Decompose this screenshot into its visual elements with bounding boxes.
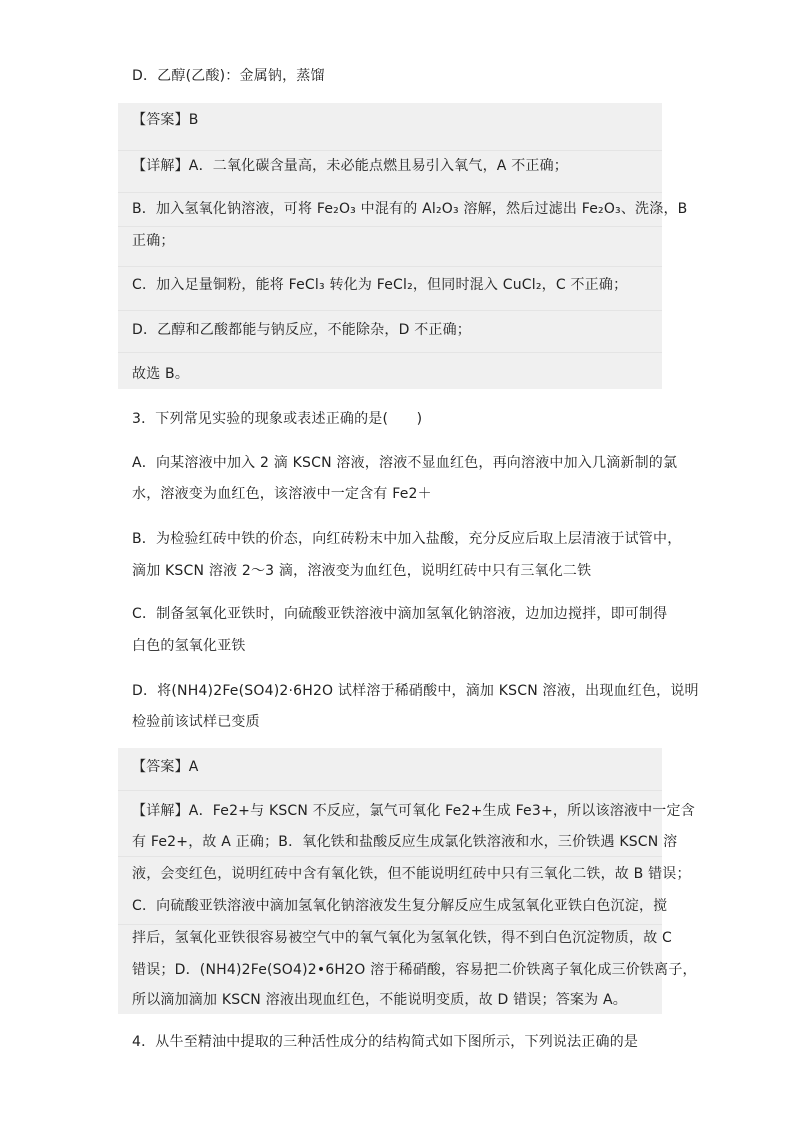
separator — [118, 192, 662, 193]
q3-detail-line5: 拌后，氢氧化亚铁很容易被空气中的氧气氧化为氢氧化铁，得不到白色沉淀物质，故 C — [132, 930, 673, 946]
q3-detail-line7: 所以滴加滴加 KSCN 溶液出现血红色，不能说明变质，故 D 错误；答案为 A。 — [132, 992, 627, 1008]
q2-detail-b-line2: 正确； — [132, 233, 175, 249]
q2-detail-b-line1: B．加入氢氧化钠溶液，可将 Fe₂O₃ 中混有的 Al₂O₃ 溶解，然后过滤出 Fe₂O₃、洗涤，B — [132, 201, 688, 217]
q3-option-b-line1: B．为检验红砖中铁的价态，向红砖粉末中加入盐酸，充分反应后取上层清液于试管中， — [132, 531, 682, 547]
q3-option-a-line1: A．向某溶液中加入 2 滴 KSCN 溶液，溶液不显血红色，再向溶液中加入几滴新制的氯 — [132, 455, 678, 471]
separator — [118, 226, 662, 227]
q2-option-d: D．乙醇(乙酸)：金属钠，蒸馏 — [132, 68, 325, 84]
q2-answer: 【答案】B — [132, 112, 199, 128]
separator — [118, 856, 662, 857]
q3-detail-line2: 有 Fe2+，故 A 正确；B．氧化铁和盐酸反应生成氯化铁溶液和水，三价铁遇 KSCN 溶 — [132, 834, 678, 850]
separator — [118, 924, 662, 925]
q2-conclusion: 故选 B。 — [132, 366, 190, 382]
q3-stem: 3．下列常见实验的现象或表述正确的是( ) — [132, 411, 423, 427]
q3-detail-line4: C．向硫酸亚铁溶液中滴加氢氧化钠溶液发生复分解反应生成氢氧化亚铁白色沉淀，搅 — [132, 898, 668, 914]
q4-stem: 4．从牛至精油中提取的三种活性成分的结构简式如下图所示，下列说法正确的是 — [132, 1034, 639, 1050]
q3-option-c-line1: C．制备氢氧化亚铁时，向硫酸亚铁溶液中滴加氢氧化钠溶液，边加边搅拌，即可制得 — [132, 606, 668, 622]
q3-option-b-line2: 滴加 KSCN 溶液 2～3 滴，溶液变为血红色，说明红砖中只有三氧化二铁 — [132, 563, 592, 579]
separator — [118, 790, 662, 791]
q3-option-d-line1: D．将(NH4)2Fe(SO4)2·6H2O 试样溶于稀硝酸中，滴加 KSCN 溶液，出现血红色，说明 — [132, 683, 699, 699]
separator — [118, 352, 662, 353]
q3-answer: 【答案】A — [132, 759, 199, 775]
separator — [118, 310, 662, 311]
separator — [118, 266, 662, 267]
q3-detail-line6: 错误；D．(NH4)2Fe(SO4)2•6H2O 溶于稀硝酸，容易把二价铁离子氧化成三价铁离子， — [132, 962, 697, 978]
q2-detail-c: C．加入足量铜粉，能将 FeCl₃ 转化为 FeCl₂，但同时混入 CuCl₂，C 不正确； — [132, 277, 628, 293]
q3-option-c-line2: 白色的氢氧化亚铁 — [132, 638, 246, 654]
q2-detail-a: 【详解】A．二氧化碳含量高，未必能点燃且易引入氧气，A 不正确； — [132, 158, 569, 174]
q3-detail-line1: 【详解】A．Fe2+与 KSCN 不反应，氯气可氧化 Fe2+生成 Fe3+，所以该溶液中一定含 — [132, 803, 695, 819]
answer-block-q2 — [118, 103, 662, 389]
q3-option-a-line2: 水，溶液变为血红色，该溶液中一定含有 Fe2＋ — [132, 486, 432, 502]
q2-detail-d: D．乙醇和乙酸都能与钠反应，不能除杂，D 不正确； — [132, 322, 472, 338]
q3-detail-line3: 液，会变红色，说明红砖中含有氧化铁，但不能说明红砖中只有三氧化二铁，故 B 错误； — [132, 866, 691, 882]
separator — [118, 150, 662, 151]
q3-option-d-line2: 检验前该试样已变质 — [132, 714, 260, 730]
